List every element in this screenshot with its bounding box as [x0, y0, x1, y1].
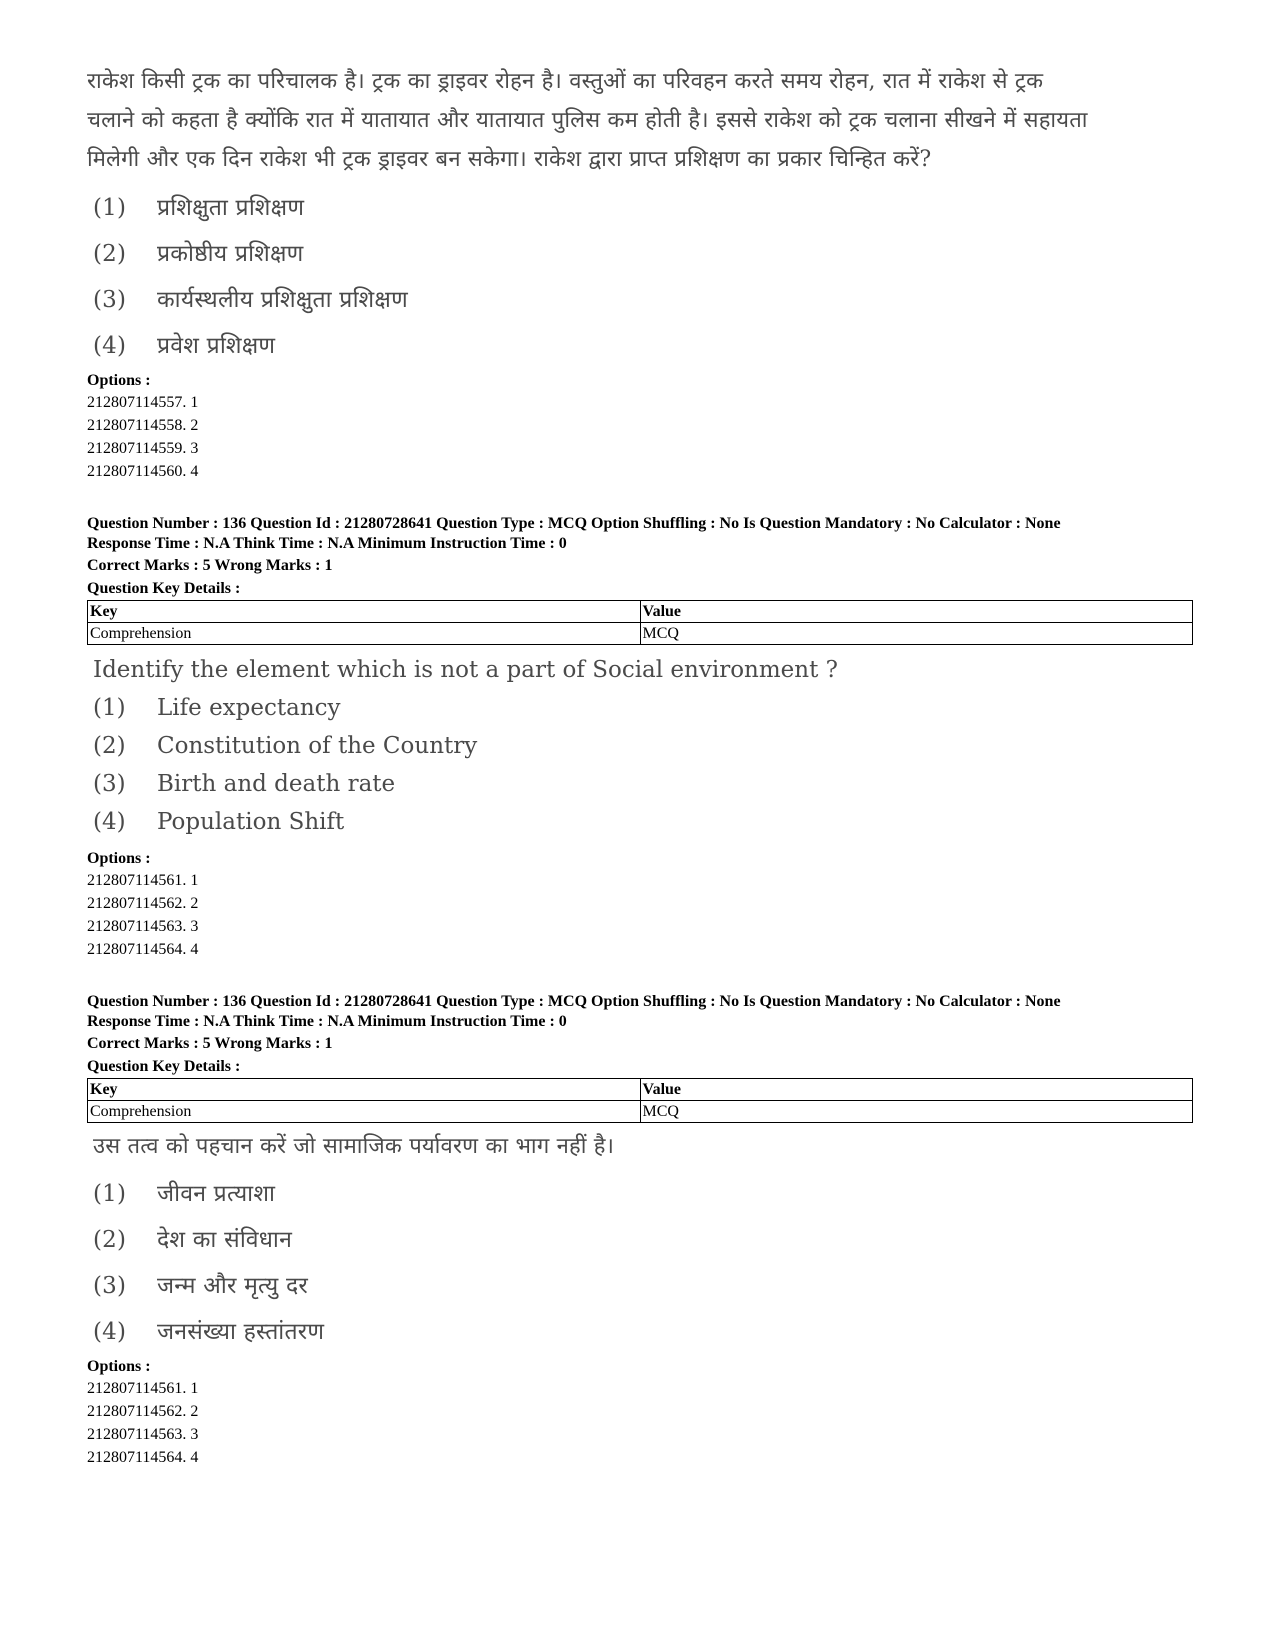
question-header-line: Question Number : 136 Question Id : 21280728641 Question Type : MCQ Option Shuffling : No Is Question Mandatory : No Calculator : None	[87, 515, 1061, 532]
answer-choices	[87, 1171, 1197, 1355]
answer-choice	[87, 1263, 1197, 1309]
answer-choices	[87, 185, 1197, 369]
choice-text: कार्यस्थलीय प्रशिक्षुता प्रशिक्षण	[157, 287, 408, 313]
option-id: 212807114562. 2	[87, 1403, 199, 1420]
option-ids	[87, 1377, 1197, 1469]
choice-text: प्रकोष्ठीय प्रशिक्षण	[157, 241, 304, 267]
question-header-line: Response Time : N.A Think Time : N.A Minimum Instruction Time : 0	[87, 1013, 567, 1030]
question-block-2	[87, 514, 1197, 961]
key-details-table	[87, 1078, 1193, 1123]
question-header-line: Response Time : N.A Think Time : N.A Minimum Instruction Time : 0	[87, 535, 567, 552]
option-id: 212807114564. 4	[87, 1449, 199, 1466]
table-row	[88, 1101, 1193, 1123]
option-id: 212807114559. 3	[87, 440, 199, 457]
option-id: 212807114563. 3	[87, 918, 199, 935]
choice-number: (4)	[93, 333, 127, 359]
choice-number: (1)	[93, 195, 127, 221]
choice-number: (4)	[93, 809, 126, 835]
choice-number: (1)	[93, 695, 126, 721]
option-id: 212807114557. 1	[87, 394, 199, 411]
option-id: 212807114558. 2	[87, 417, 199, 434]
question-line: मिलेगी और एक दिन राकेश भी ट्रक ड्राइवर बन सकेगा। राकेश द्वारा प्राप्त प्रशिक्षण का प्रकार चिन्हित करें?	[87, 147, 932, 172]
answer-choice	[87, 1171, 1197, 1217]
option-id: 212807114561. 1	[87, 1380, 199, 1397]
options-label: Options :	[87, 850, 151, 867]
choice-number: (3)	[93, 771, 126, 797]
question-header-line: Question Number : 136 Question Id : 21280728641 Question Type : MCQ Option Shuffling : No Is Question Mandatory : No Calculator : None	[87, 993, 1061, 1010]
answer-choice	[87, 803, 1197, 841]
question-text: उस तत्व को पहचान करें जो सामाजिक पर्यावरण का भाग नहीं है।	[93, 1134, 615, 1159]
question-block-1	[87, 62, 1197, 483]
document-page	[87, 62, 1197, 1469]
table-header-row	[88, 601, 1193, 623]
choice-text: Population Shift	[157, 809, 345, 835]
option-id: 212807114563. 3	[87, 1426, 199, 1443]
answer-choice	[87, 1309, 1197, 1355]
question-text	[87, 62, 1197, 179]
option-id: 212807114561. 1	[87, 872, 199, 889]
choice-number: (2)	[93, 733, 126, 759]
table-header-key: Key	[88, 601, 641, 623]
table-header-key: Key	[88, 1079, 641, 1101]
option-id: 212807114560. 4	[87, 463, 199, 480]
key-details-table	[87, 600, 1193, 645]
options-label: Options :	[87, 372, 151, 389]
choice-text: प्रशिक्षुता प्रशिक्षण	[157, 195, 305, 221]
table-row	[88, 623, 1193, 645]
table-header-value: Value	[640, 1079, 1193, 1101]
option-ids	[87, 391, 1197, 483]
choice-number: (3)	[93, 287, 127, 313]
answer-choice	[87, 323, 1197, 369]
option-id: 212807114562. 2	[87, 895, 199, 912]
choice-text: जीवन प्रत्याशा	[157, 1181, 276, 1207]
choice-text: देश का संविधान	[157, 1227, 293, 1253]
choice-number: (2)	[93, 1227, 127, 1253]
marks-line: Correct Marks : 5 Wrong Marks : 1	[87, 1035, 333, 1052]
key-details-label: Question Key Details :	[87, 1058, 241, 1075]
question-header	[87, 992, 1197, 1032]
key-details-label: Question Key Details :	[87, 580, 241, 597]
choice-text: जनसंख्या हस्तांतरण	[157, 1319, 325, 1345]
table-header-value: Value	[640, 601, 1193, 623]
choice-text: प्रवेश प्रशिक्षण	[157, 333, 276, 359]
answer-choice	[87, 277, 1197, 323]
choice-number: (3)	[93, 1273, 127, 1299]
question-text: Identify the element which is not a part of Social environment ?	[93, 657, 838, 683]
choice-number: (1)	[93, 1181, 127, 1207]
table-cell-key: Comprehension	[88, 1101, 641, 1123]
question-line: चलाने को कहता है क्योंकि रात में यातायात और यातायात पुलिस कम होती है। इससे राकेश को ट्रक चलाना सीखने में सहायता	[87, 108, 1088, 133]
options-label: Options :	[87, 1358, 151, 1375]
table-cell-value: MCQ	[640, 1101, 1193, 1123]
table-header-row	[88, 1079, 1193, 1101]
question-block-3	[87, 992, 1197, 1469]
option-ids	[87, 869, 1197, 961]
answer-choice	[87, 231, 1197, 277]
marks-line: Correct Marks : 5 Wrong Marks : 1	[87, 557, 333, 574]
choice-text: जन्म और मृत्यु दर	[157, 1273, 308, 1299]
option-id: 212807114564. 4	[87, 941, 199, 958]
table-cell-value: MCQ	[640, 623, 1193, 645]
choice-text: Constitution of the Country	[157, 733, 478, 759]
choice-text: Birth and death rate	[157, 771, 396, 797]
choice-number: (4)	[93, 1319, 127, 1345]
answer-choice	[87, 765, 1197, 803]
choice-text: Life expectancy	[157, 695, 341, 721]
choice-number: (2)	[93, 241, 127, 267]
answer-choice	[87, 185, 1197, 231]
answer-choice	[87, 727, 1197, 765]
question-line: राकेश किसी ट्रक का परिचालक है। ट्रक का ड्राइवर रोहन है। वस्तुओं का परिवहन करते समय रोहन, रात में राकेश से ट्रक	[87, 69, 1044, 94]
answer-choices	[87, 689, 1197, 841]
answer-choice	[87, 1217, 1197, 1263]
answer-choice	[87, 689, 1197, 727]
table-cell-key: Comprehension	[88, 623, 641, 645]
question-header	[87, 514, 1197, 554]
